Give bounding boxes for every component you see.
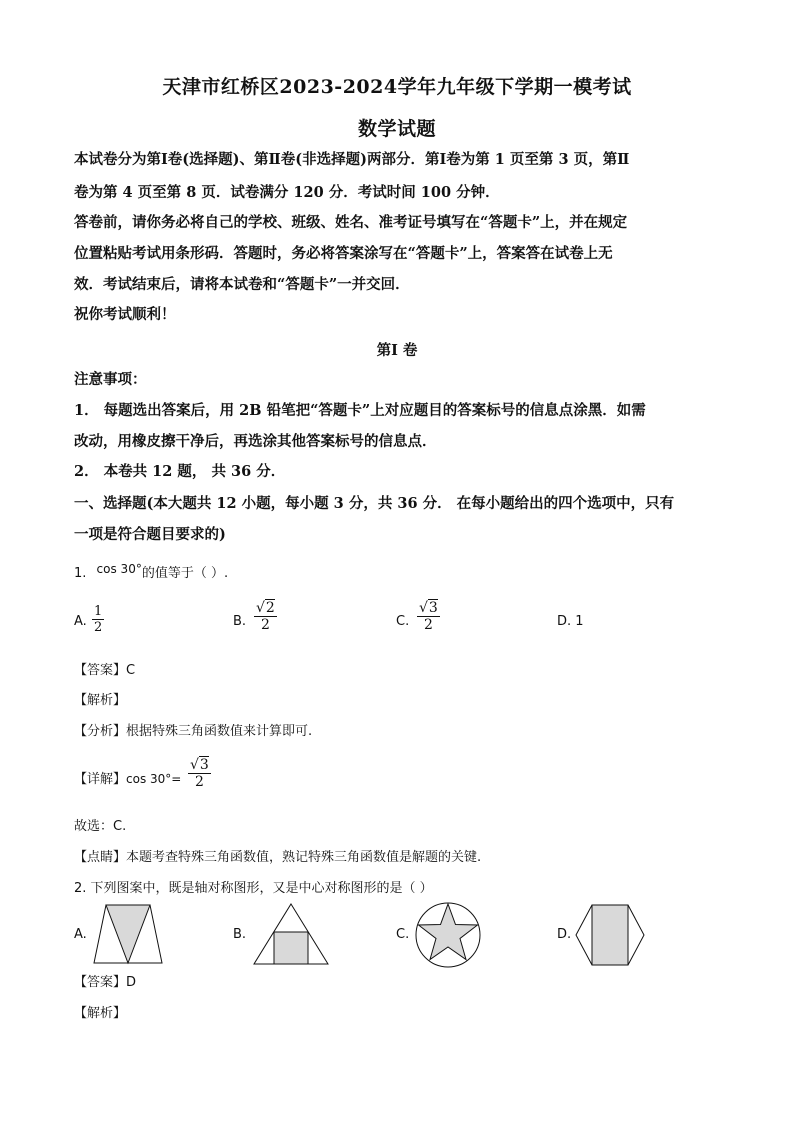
q2-option-c-label: C. xyxy=(396,927,410,942)
q1-option-d: D. 1 xyxy=(557,614,584,629)
q1-conclusion: 故选：C. xyxy=(74,819,127,834)
q2-option-b-figure xyxy=(252,902,330,966)
q1-fenxi-tag: 【分析】 xyxy=(74,724,127,739)
q1-number: 1. xyxy=(74,566,87,581)
q1-option-a-label: A. xyxy=(74,614,87,629)
notice-heading: 注意事项： xyxy=(74,371,147,388)
q1-stem-text: 的值等于（ ）. xyxy=(141,566,229,581)
intro-line-5: 效．考试结束后，请将本试卷和“答题卡”一并交回． xyxy=(74,276,410,293)
q1-option-c-den: 2 xyxy=(423,617,433,633)
intro-line-1: 本试卷分为第Ⅰ卷(选择题)、第Ⅱ卷(非选择题)两部分．第Ⅰ卷为第 1 页至第 3 页，第Ⅱ xyxy=(74,151,630,168)
inner-square xyxy=(274,932,308,964)
q1-option-b-num: 2 xyxy=(265,600,275,616)
q1-xiangjie-tag: 【详解】 xyxy=(74,772,127,787)
q1-fenxi-text: 根据特殊三角函数值来计算即可. xyxy=(126,724,313,739)
notice-1a: 1． 每题选出答案后，用 2B 铅笔把“答题卡”上对应题目的答案标号的信息点涂黑．如需 xyxy=(74,402,646,419)
intro-line-3: 答卷前，请你务必将自己的学校、班级、姓名、准考证号填写在“答题卡”上，并在规定 xyxy=(74,214,628,231)
q1-dianjing-text: 本题考查特殊三角函数值，熟记特殊三角函数值是解题的关键. xyxy=(126,850,482,865)
q1-option-a-num: 1 xyxy=(94,604,103,619)
q1-answer-value: C xyxy=(126,663,136,678)
q2-option-c-figure xyxy=(414,901,482,969)
q1-option-c-label: C. xyxy=(396,614,410,629)
notice-2: 2． 本卷共 12 题， 共 36 分． xyxy=(74,463,286,480)
q2-option-a-figure xyxy=(92,903,164,965)
q1-xiangjie-num: 3 xyxy=(199,757,209,773)
q1-expr: cos 30° xyxy=(96,562,142,576)
q1-fenxi xyxy=(74,722,720,742)
q1-option-c-num: 3 xyxy=(428,600,438,616)
section-label: 第Ⅰ 卷 xyxy=(376,342,418,359)
q1-analysis-tag: 【解析】 xyxy=(74,693,127,708)
q2-answer xyxy=(74,973,720,993)
q1-option-b-label: B. xyxy=(233,614,247,629)
q1-option-b-den: 2 xyxy=(260,617,270,633)
q1-option-b-fraction: $\frac{√2}{2}$ xyxy=(256,600,275,633)
q1-option-c-fraction: $\frac{√3}{2}$ xyxy=(419,600,438,633)
q2-option-a-label: A. xyxy=(74,927,87,942)
q1-xiangjie-expr: cos 30°= xyxy=(126,772,182,786)
exam-subtitle: 数学试题 xyxy=(357,118,436,140)
q1-option-a-fraction xyxy=(92,604,104,635)
q1-xiangjie-fraction: $\frac{√3}{2}$ xyxy=(190,757,209,790)
q1-answer-tag: 【答案】 xyxy=(74,663,127,678)
q1-dianjing xyxy=(74,848,720,868)
q2-answer-tag: 【答案】 xyxy=(74,975,127,990)
q2-analysis-tag: 【解析】 xyxy=(74,1006,127,1021)
part1-line-b: 一项是符合题目要求的) xyxy=(74,526,226,543)
q1-xiangjie xyxy=(74,769,720,790)
q2-option-b-label: B. xyxy=(233,927,247,942)
q1-xiangjie-den: 2 xyxy=(194,774,204,790)
q2-option-d-label: D. xyxy=(557,927,572,942)
q2-stem: 2. 下列图案中，既是轴对称图形，又是中心对称图形的是（ ） xyxy=(74,881,433,896)
q1-stem xyxy=(74,563,720,584)
inner-rectangle xyxy=(592,905,628,965)
exam-title: 天津市红桥区2023-2024学年九年级下学期一模考试 xyxy=(162,76,632,98)
intro-line-6: 祝你考试顺利！ xyxy=(74,306,176,323)
notice-1b: 改动，用橡皮擦干净后，再选涂其他答案标号的信息点． xyxy=(74,433,437,450)
q1-dianjing-tag: 【点睛】 xyxy=(74,850,127,865)
q1-answer xyxy=(74,661,720,681)
q1-option-a-den: 2 xyxy=(94,620,103,635)
q2-answer-value: D xyxy=(126,975,137,990)
intro-line-2: 卷为第 4 页至第 8 页．试卷满分 120 分．考试时间 100 分钟． xyxy=(74,184,500,201)
q2-option-d-figure xyxy=(574,903,646,967)
part1-line-a: 一、选择题(本大题共 12 小题，每小题 3 分，共 36 分． 在每小题给出的四个选项中，只有 xyxy=(74,495,675,512)
intro-line-4: 位置粘贴考试用条形码．答题时，务必将答案涂写在“答题卡”上，答案答在试卷上无 xyxy=(74,245,613,262)
